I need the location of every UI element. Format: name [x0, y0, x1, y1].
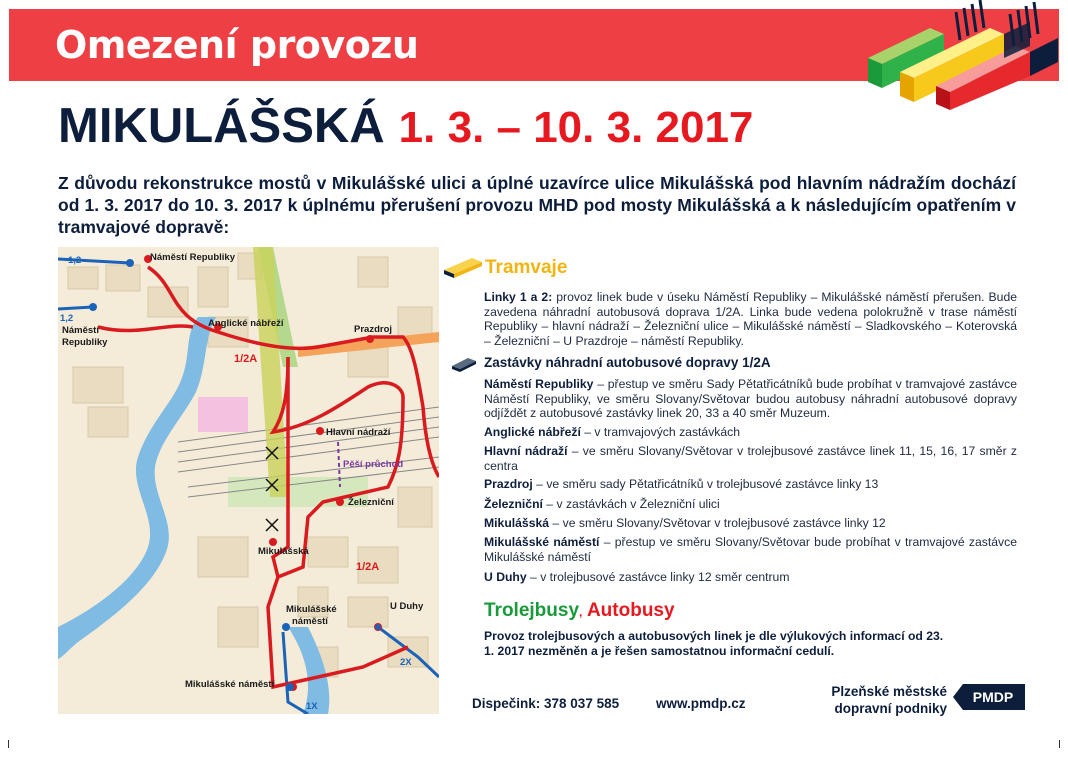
trolejbusy-title: Trolejbusy, Autobusy	[484, 600, 675, 621]
lines-text: provoz linek bude v úseku Náměstí Republiky – Mikulášské náměstí přerušen. Bude zavedena náhradní autobusová doprava 1/2A. Linka bude vedena polokružně v trase náměstí Republiky – hlavní nádraží – Železniční ulice – Mikulášské náměstí – Sladkovského – Koterovská – Železniční – U Prazdroje – náměstí Republiky.	[484, 290, 1018, 348]
company-name: Plzeňské městské dopravní podniky	[831, 684, 947, 716]
stop-prazdroj: Prazdroj – ve směru sady Pětatřicátníků v trolejbusové zastávce linky 13	[484, 477, 879, 491]
stop-hlavni: Hlavní nádraží – ve směru Slovany/Světovar v trolejbusové zastávce linek 11, 15, 16, 17 směr z centra	[484, 444, 1017, 473]
map-label-mikulasske-1: Mikulášské	[286, 604, 337, 615]
map-label-line-12a-top: 1/2A	[234, 353, 258, 365]
map-label-mikulasske-bottom: Mikulášské náměstí	[185, 679, 275, 690]
stop-namesti-republiky: Náměstí Republiky – přestup ve směru Sady Pětatřicátníků bude probíhat v tramvajové zastávce Náměstí Republiky, ve směru Slovany/Světovar budou autobusy náhradní autobusové dopravy odjíždět z autobusové zastávky linek 20, 33 a 40 směr Muzeum.	[484, 377, 1017, 420]
map-label-line-12a-bottom: 1/2A	[356, 561, 380, 573]
stop-mikulasske-namesti: Mikulášské náměstí – přestup ve směru Slovany/Světovar bude probíhat v tramvajové zastávce Mikulášské náměstí	[484, 535, 1018, 564]
map-label-mikulasska: Mikulášská	[258, 546, 309, 557]
closure-dates: 1. 3. – 10. 3. 2017	[398, 103, 754, 152]
pmdp-logo	[953, 684, 1025, 710]
lines-paragraph	[484, 290, 1017, 348]
stop-zeleznicni: Železniční – v zastávkách v Železniční ulici	[484, 497, 720, 511]
banner-title: Omezení provozu	[55, 23, 419, 67]
map-label-prazdroj: Prazdroj	[354, 324, 393, 335]
map-label-hlavni: Hlavní nádraží	[326, 427, 391, 438]
website-link[interactable]: www.pmdp.cz	[656, 696, 746, 711]
street-name: MIKULÁŠSKÁ	[58, 99, 385, 153]
map-label-namesti-2: Republiky	[62, 337, 108, 348]
crop-mark	[8, 740, 9, 748]
stop-mikulasska: Mikulášská – ve směru Slovany/Světovar v trolejbusové zastávce linky 12	[484, 516, 886, 530]
map-label-namesti-republiky-top: Náměstí Republiky	[150, 252, 235, 263]
crop-mark	[1059, 740, 1060, 748]
trolejbusy-text: Provoz trolejbusových a autobusových linek je dle výlukových informací od 23. 1. 2017 nezměněn a je řešen samostatnou informační cedulí.	[484, 629, 944, 658]
map-label-zeleznicni: Železniční	[348, 497, 394, 508]
map-label-line-12-top: 1,2	[68, 255, 82, 266]
map-label-mikulasske-2: náměstí	[292, 616, 328, 627]
page-headline	[58, 98, 753, 154]
dispatch-phone: Dispečink: 378 037 585	[472, 696, 620, 711]
stops-title: Zastávky náhradní autobusové dopravy 1/2A	[484, 355, 771, 370]
map-label-line-2x: 2X	[400, 657, 412, 668]
tramvaje-title: Tramvaje	[485, 257, 568, 278]
tram-icon	[444, 256, 482, 278]
map-label-u-duhy: U Duhy	[390, 601, 424, 612]
intro-paragraph: Z důvodu rekonstrukce mostů v Mikulášské ulici a úplné uzavírce ulice Mikulášská pod hlavním nádražím dochází od 1. 3. 2017 do 10. 3. 2017 k úplnému přerušení provozu MHD pod mosty Mikulášská a k následujícím opatřením v tramvajové dopravě:	[58, 173, 1016, 237]
map-label-line-12-left: 1,2	[60, 313, 74, 324]
stop-u-duhy: U Duhy – v trolejbusové zastávce linky 12 směr centrum	[484, 570, 790, 584]
route-map	[58, 247, 439, 714]
map-label-line-1x: 1X	[306, 701, 318, 712]
lines-label: Linky 1 a 2:	[484, 290, 553, 304]
map-label-anglicke: Anglické nábřeží	[208, 318, 284, 329]
svg-text:PMDP: PMDP	[972, 689, 1014, 705]
stop-anglicke: Anglické nábřeží – v tramvajových zastávkách	[484, 425, 741, 439]
vehicle-bars-logo	[860, 0, 1060, 110]
map-label-pesi: Pěší průchod	[343, 459, 404, 470]
map-label-namesti-1: Náměstí	[62, 325, 99, 336]
bus-icon	[452, 356, 476, 372]
